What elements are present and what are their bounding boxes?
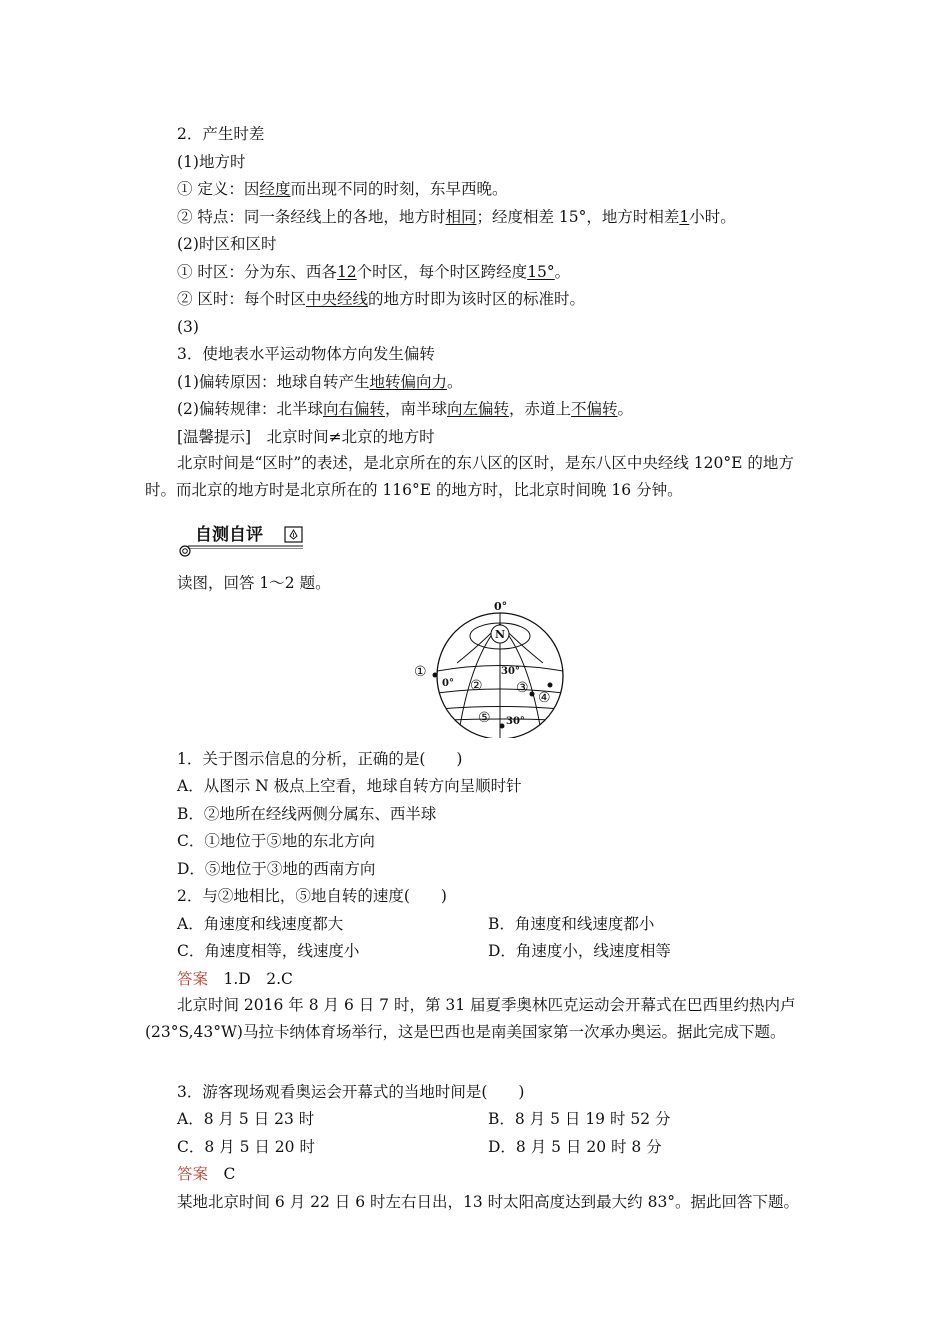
sub-heading-time-zone: (2)时区和区时 [177,235,277,253]
q3-option-b: B．8 月 5 日 19 时 52 分 [488,1110,671,1128]
label-30-lower: 30° [506,716,525,727]
label-north-pole: N [495,628,506,641]
sub-heading-local-time: (1)地方时 [177,153,246,171]
point-5: ⑤ [478,710,491,726]
q1-option-c: C．①地位于⑤地的东北方向 [177,832,375,850]
answer-1-2: 答案 1.D 2.C [177,970,293,988]
point-2: ② [470,678,483,694]
question-1: 1．关于图示信息的分析，正确的是( ) [177,750,463,768]
q1-option-d: D．⑤地位于③地的西南方向 [177,860,376,878]
selftest-intro: 读图，回答 1～2 题。 [177,574,331,592]
globe-figure [412,598,570,742]
q1-option-a: A．从图示 N 极点上空看，地球自转方向呈顺时针 [177,777,522,795]
q3-option-c: C．8 月 5 日 20 时 [177,1138,315,1156]
question-2: 2．与②地相比，⑤地自转的速度( ) [177,887,447,905]
olympic-passage: 北京时间 2016 年 8 月 6 日 7 时，第 31 届夏季奥林匹克运动会开幕式在巴西里约热内卢(23°S,43°W)马拉卡纳体育场举行，这是巴西也是南美国家第一次承办奥运。据此完成下题。 [145,996,796,1041]
zone-time-line: ② 区时：每个时区中央经线的地方时即为该时区的标准时。 [177,290,585,308]
deflection-rule: (2)偏转规律：北半球向右偏转，南半球向左偏转，赤道上不偏转。 [177,400,634,418]
selftest-title: 自测自评 [195,525,263,545]
answer-3: 答案 C [177,1165,236,1183]
point-1: ① [414,664,427,680]
point-3: ③ [516,680,529,696]
heading-2: 2．产生时差 [177,125,265,143]
q2-option-b: B．角速度和线速度都小 [488,915,655,933]
point-4: ④ [538,690,551,706]
sub-heading-3: (3) [177,318,199,336]
q2-option-a: A．角速度和线速度都大 [177,915,344,933]
last-passage: 某地北京时间 6 月 22 日 6 时左右日出，13 时太阳高度达到最大约 83°。据此回答下题。 [177,1193,800,1211]
selftest-banner [175,520,310,564]
q3-option-a: A．8 月 5 日 23 时 [177,1110,315,1128]
label-30-upper: 30° [501,666,520,677]
heading-3: 3．使地表水平运动物体方向发生偏转 [177,345,435,363]
tip-body: 北京时间是“区时”的表述，是北京所在的东八区的区时，是东八区中央经线 120°E 的地方时。而北京的地方时是北京所在的 116°E 的地方时，比北京时间晚 16 分钟。 [145,454,794,499]
q2-option-c: C．角速度相等，线速度小 [177,942,360,960]
pen-icon [285,527,302,542]
label-0-top: 0° [494,600,508,613]
label-0-lower: 0° [442,678,454,689]
q1-option-b: B．②地所在经线两侧分属东、西半球 [177,805,437,823]
q2-option-d: D．角速度小，线速度相等 [488,942,671,960]
tip-title: [温馨提示] 北京时间≠北京的地方时 [177,428,435,446]
q3-option-d: D．8 月 5 日 20 时 8 分 [488,1138,662,1156]
feature-line: ② 特点：同一条经线上的各地，地方时相同；经度相差 15°，地方时相差1小时。 [177,208,736,226]
question-3: 3．游客现场观看奥运会开幕式的当地时间是( ) [177,1083,525,1101]
time-zone-line: ① 时区：分为东、西各12个时区，每个时区跨经度15°。 [177,263,571,281]
definition-line: ① 定义：因经度而出现不同的时刻，东早西晚。 [177,180,508,198]
deflection-cause: (1)偏转原因：地球自转产生地转偏向力。 [177,373,463,391]
